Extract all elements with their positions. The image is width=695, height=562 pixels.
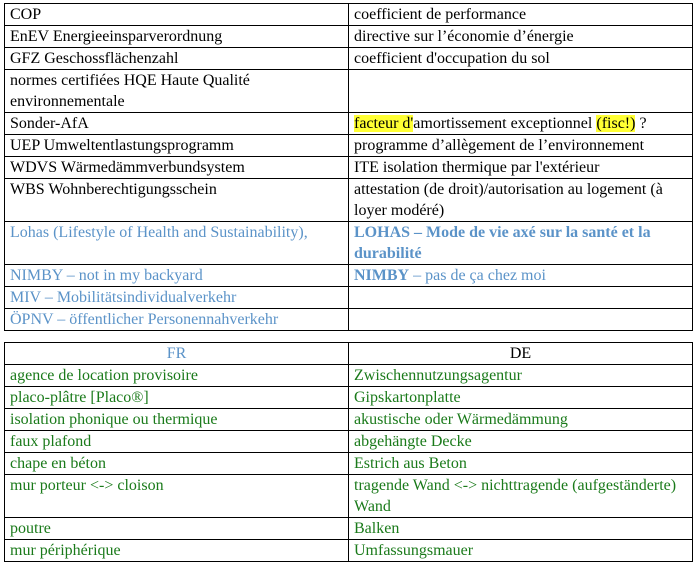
term-cell: UEP Umweltentlastungsprogramm bbox=[5, 135, 349, 157]
table-row bbox=[5, 287, 693, 309]
translation-cell bbox=[349, 265, 693, 287]
acronym-text: NIMBY bbox=[354, 267, 410, 284]
translation-cell bbox=[349, 70, 693, 113]
de-cell: abgehängte Decke bbox=[349, 431, 693, 453]
fr-cell: agence de location provisoire bbox=[5, 365, 349, 387]
table-row bbox=[5, 409, 693, 431]
table-row bbox=[5, 113, 693, 135]
term-cell: MIV – Mobilitätsindividualverkehr bbox=[5, 287, 349, 309]
translation-cell bbox=[349, 113, 693, 135]
highlight-text: facteur d' bbox=[354, 115, 414, 132]
glossary-table-1 bbox=[4, 3, 693, 331]
translation-cell: coefficient de performance bbox=[349, 4, 693, 26]
de-cell: akustische oder Wärmedämmung bbox=[349, 409, 693, 431]
term-cell: normes certifiées HQE Haute Qualité environnementale bbox=[5, 70, 349, 113]
glossary-table-2 bbox=[4, 342, 693, 562]
fr-cell: poutre bbox=[5, 518, 349, 540]
column-header-fr: FR bbox=[5, 343, 349, 365]
translation-cell bbox=[349, 309, 693, 331]
term-cell: WBS Wohnberechtigungsschein bbox=[5, 179, 349, 222]
translation-cell bbox=[349, 222, 693, 265]
de-cell: Gipskartonplatte bbox=[349, 387, 693, 409]
fr-cell: faux plafond bbox=[5, 431, 349, 453]
fr-cell: mur porteur <-> cloison bbox=[5, 475, 349, 518]
table-row bbox=[5, 540, 693, 562]
term-cell: Lohas (Lifestyle of Health and Sustainability), bbox=[5, 222, 349, 265]
de-cell: Balken bbox=[349, 518, 693, 540]
de-cell: Estrich aus Beton bbox=[349, 453, 693, 475]
acronym-text: LOHAS bbox=[354, 224, 411, 241]
table-row bbox=[5, 387, 693, 409]
table-row bbox=[5, 518, 693, 540]
term-cell: ÖPNV – öffentlicher Personennahverkehr bbox=[5, 309, 349, 331]
column-header-de: DE bbox=[349, 343, 693, 365]
translation-cell: programme d’allègement de l’environnement bbox=[349, 135, 693, 157]
table-row bbox=[5, 309, 693, 331]
translation-text: ? bbox=[635, 115, 647, 132]
translation-text: – pas de ça chez moi bbox=[409, 267, 546, 284]
de-cell: Umfassungsmauer bbox=[349, 540, 693, 562]
table-row bbox=[5, 70, 693, 113]
highlight-text: (fisc!) bbox=[596, 115, 636, 132]
de-cell: Zwischennutzungsagentur bbox=[349, 365, 693, 387]
table-row bbox=[5, 48, 693, 70]
fr-cell: mur périphérique bbox=[5, 540, 349, 562]
translation-cell: ITE isolation thermique par l'extérieur bbox=[349, 157, 693, 179]
table-row bbox=[5, 135, 693, 157]
table-row bbox=[5, 222, 693, 265]
translation-text: – Mode de vie axé sur la santé et la durabilité bbox=[354, 224, 651, 262]
translation-cell: coefficient d'occupation du sol bbox=[349, 48, 693, 70]
fr-cell: placo-plâtre [Placo®] bbox=[5, 387, 349, 409]
table-row bbox=[5, 431, 693, 453]
fr-cell: chape en béton bbox=[5, 453, 349, 475]
translation-text: amortissement exceptionnel bbox=[413, 115, 597, 132]
translation-cell: directive sur l’économie d’énergie bbox=[349, 26, 693, 48]
translation-cell: attestation (de droit)/autorisation au logement (à loyer modéré) bbox=[349, 179, 693, 222]
table-row bbox=[5, 453, 693, 475]
de-cell: tragende Wand <-> nichttragende (aufgeständerte) Wand bbox=[349, 475, 693, 518]
table-row bbox=[5, 265, 693, 287]
term-cell: NIMBY – not in my backyard bbox=[5, 265, 349, 287]
table-row bbox=[5, 26, 693, 48]
translation-cell bbox=[349, 287, 693, 309]
fr-cell: isolation phonique ou thermique bbox=[5, 409, 349, 431]
table-row bbox=[5, 365, 693, 387]
term-cell: Sonder-AfA bbox=[5, 113, 349, 135]
term-cell: EnEV Energieeinsparverordnung bbox=[5, 26, 349, 48]
table-header-row bbox=[5, 343, 693, 365]
term-cell: GFZ Geschossflächenzahl bbox=[5, 48, 349, 70]
table-row bbox=[5, 475, 693, 518]
table-row bbox=[5, 157, 693, 179]
term-cell: COP bbox=[5, 4, 349, 26]
term-cell: WDVS Wärmedämmverbundsystem bbox=[5, 157, 349, 179]
table-row bbox=[5, 4, 693, 26]
table-row bbox=[5, 179, 693, 222]
